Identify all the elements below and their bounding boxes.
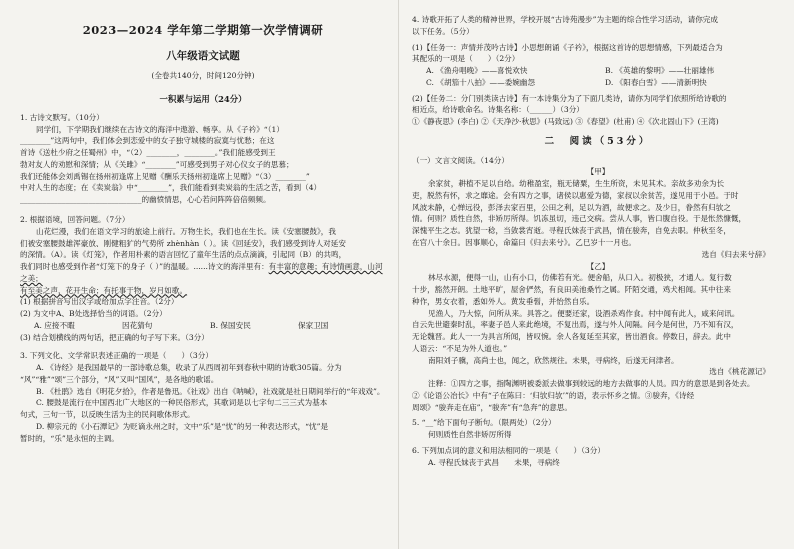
question-3-line: B. 《杜鹃》选自《明花夕拾》，作者是鲁迅。《社戏》出自《呐喊》，社戏就是社日期间举行的“年戏戏”。	[36, 386, 385, 396]
notes-line: 周颂》“骏奔走在庙”，“骏奔”有“急奔”的意思。	[412, 402, 572, 412]
passage-yi-line: 无论魏晋。此人一一为具言所闻，皆叹惋。余人各复延至其家，皆出酒食。停数日，辞去。此中	[412, 332, 731, 342]
passage-jia-line: 在官八十余日。因事顺心，命篇曰《归去来兮》。乙巳岁十一月也。	[412, 237, 637, 247]
exam-subtitle: 八年级语文试题	[166, 49, 240, 62]
passage-yi-line: 人语云：“不足为外人道也。”	[412, 343, 508, 353]
task-2-line: ①《静夜思》(李白) ②《天净沙·秋思》(马致远) ③《春望》(杜甫) ④《次北固山下》(王湾)	[412, 117, 719, 127]
question-3-line: A. 《诗经》是我国最早的一部诗歌总集，收录了从西周初年到春秋中期的诗歌305篇。分为	[36, 363, 342, 373]
question-3-line: D. 柳宗元的《小石潭记》为贬谪永州之时，文中“乐”是“忧”的另一种表达形式，“忧”是	[36, 422, 329, 431]
passage-jia-line: 情。何则？质性自然，非矫厉所得。饥冻虽切，违己交病。尝从人事，皆口腹自役。于是怅然慷慨，	[412, 214, 747, 224]
underlined-sentence: 有至美之声，花开生命；有托事于物，岁月如歌。	[20, 285, 188, 295]
right-column	[412, 0, 784, 549]
passage-yi-line: 种作，男女衣着，悉如外人。黄发垂髫，并怡然自乐。	[412, 296, 595, 306]
question-3-line: C. 腰鼓是流行在中国西北广大地区的一种民俗形式，其歌词是以七字句二三三式为基本	[36, 398, 328, 408]
task-2-line: (2)【任务二：分门别类读古诗】有一本诗集分为了下面几类诗，请你为同学们依照所给诗歌的	[412, 93, 727, 103]
notes-line: ②《论语公冶长》中有“子在陈曰：‘归欤归欤’”的语，表示怀乡之情。③骏奔，《诗经	[412, 390, 695, 400]
question-4-options-row	[412, 65, 784, 77]
option-a: A. 《渔舟唱晚》——喜悦欢快	[426, 66, 528, 76]
question-2-line: 们被安塞腰鼓雄浑豪放、刚健粗犷的气势所 zhènhàn（ ）。读《回延安》，我们感受到诗人对延安	[20, 238, 346, 248]
question-1-line: 首诗《送杜少府之任蜀州》中，“（2）________，________。”我们能感受到王	[20, 148, 276, 158]
passage-jia-line: 风波未静，心惮远役，彭泽去家百里，公田之利，足以为酒，故便求之。及少日，眷然有归欤之	[412, 202, 731, 212]
question-2-sub: (3) 结合划横线的两句话，把正确的句子写下来。（3分）	[20, 332, 209, 342]
question-2-line-text: 我们同时也感受到作者“灯笼下的身子（ ）”的温暖。......诗文的海洋里有：	[20, 262, 269, 272]
passage-yi-line: 林尽水源，便得一山，山有小口，仿佛若有光。便舍船，从口入。初极狭，才通人。复行数	[428, 273, 732, 283]
option-d: D. 《阳春白雪》——清新明快	[605, 77, 707, 87]
question-5-text: 何则质性自然非矫厉所得	[428, 430, 512, 440]
question-4-title: 4. 诗歌开拓了人类的精神世界，学校开展“古诗苑漫步”为主题的综合性学习活动，请你完成	[412, 15, 718, 24]
question-4-options-row	[412, 77, 784, 89]
question-2-line: 的深情。（A）。读《灯笼》，作者用朴素的语言回忆了童年生活的点点滴滴，引起同（B）的共鸣，	[20, 250, 347, 260]
reading-1-title: （一）文言文阅读。（14分）	[412, 155, 509, 165]
question-3-line: 句式，三句一节，以反映生活为主的民间歌体形式。	[20, 410, 195, 420]
option-a: A. 应接不暇	[34, 320, 75, 330]
question-3-line: 暂时的，“乐”是永恒的主调。	[20, 433, 119, 443]
option-c: C. 《胡笳十八拍》——委婉幽怨	[426, 77, 536, 87]
question-5-title: 5. “__”给下面句子断句。（限两处）（2分）	[412, 418, 556, 428]
task-1-line: (1)【任务一：声情并茂吟古诗】小思想朗诵《子衿》，根据这首诗的思想情感，下列最适合为	[412, 42, 723, 52]
passage-yi-line: 十步，豁然开朗。土地平旷，屋舍俨然，有良田美池桑竹之属。阡陌交通，鸡犬相闻。其中往来	[412, 285, 731, 295]
page-fold	[398, 0, 399, 549]
question-2-sub: (2) 为文中A、B处选择恰当的词语。（2分）	[20, 309, 167, 319]
passage-yi-line: 自云先世避秦时乱，率妻子邑人来此绝境，不复出焉，遂与外人间隔。问今是何世，乃不知有汉，	[412, 320, 739, 330]
question-2-sub: (1) 根据拼音写出汉字或给加点字注音。（2分）	[20, 297, 179, 307]
passage-yi-label: 【乙】	[586, 261, 610, 271]
option-b: B. 保国安民	[210, 320, 251, 330]
question-1-line: ________________________________的幽愤情思，心心若问阵阵倍倍频频。	[20, 195, 271, 205]
question-6-option-a: A. 寻程氏妹丧于武昌 未果，寻病终	[428, 457, 560, 467]
option-b2: 保家卫国	[298, 320, 329, 330]
option-b: B. 《英雄的黎明》——壮丽雄伟	[605, 66, 715, 76]
passage-yi-source: 选自《桃花源记》	[709, 367, 770, 377]
question-4-line: 以下任务。（5分）	[412, 26, 474, 36]
question-2-line: 山花烂漫，我们在语文学习的旅途上前行。万物生长，我们也在生长。读《安塞腰鼓》，我	[36, 226, 336, 236]
left-column	[20, 0, 386, 549]
question-3-line: “风”“雅”“颂”三个部分，“风”又叫“国风”，是各地的歌谣。	[20, 374, 219, 384]
question-6-title: 6. 下列加点词的意义和用法相同的一项是（ ）（3分）	[412, 445, 605, 455]
question-1-line: 同学们，下学期我们继续在古诗文的海洋中遨游、畅享。从《子衿》“（1）	[36, 124, 284, 134]
passage-jia-source: 选自《归去来兮辞》	[701, 249, 770, 259]
task-1-line: 其配乐的一项是（ ）（2分）	[412, 54, 520, 64]
exam-title: 2023—2024 学年第二学期第一次学情调研	[82, 23, 324, 37]
exam-note: (全卷共140分，时间120分钟)	[151, 71, 255, 81]
question-3-title: 3. 下列文化、文学常识表述正确的一项是（ ）（3分）	[20, 351, 213, 361]
passage-jia-line: 吏，脱然有怀，求之靡途。会有四方之事，诸侯以惠爱为德，家叔以余贫苦，遂见用于小邑。于时	[412, 190, 739, 200]
passage-jia-line: 深愧平生之志。犹望一稔，当敛裳宵逝。寻程氏妹丧于武昌，情在骏奔，自免去职。仲秋至冬，	[412, 226, 731, 236]
question-1-title: 1. 古诗文默写。（10分）	[20, 112, 104, 122]
task-2-line: 相近点，给诗歌命名。诗集名称：（______）（3分）	[412, 105, 584, 115]
question-1-line: ________”这两句中，我们体会到恋爱中的女子独守城楼的寂寞与忧愁；在这	[20, 136, 275, 146]
passage-yi-line: 见渔人，乃大惊，问所从来。具答之。便要还家，设酒杀鸡作食。村中闻有此人，咸来问讯。	[428, 308, 740, 318]
question-2-title: 2. 根据语境，回答问题。（7分）	[20, 214, 130, 224]
passage-jia-label: 【甲】	[586, 167, 610, 177]
passage-jia-line: 余家贫，耕植不足以自给。幼稚盈室，瓶无储粟，生生所资，未见其术。亲故多劝余为长	[428, 179, 725, 189]
question-2-options	[20, 320, 386, 332]
option-a2: 因花猜句	[122, 320, 153, 330]
section-title-2: 二 阅读（53分）	[544, 135, 652, 147]
question-1-line: 勃对友人的劝慰和深情；从《关雎》“________”可感受到男子对心仪女子的思慕；	[20, 159, 294, 169]
passage-yi-line: 南阳刘子骥，高尚士也，闻之，欣然规往。未果，寻病终，后遂无问津者。	[428, 355, 679, 365]
question-2-line	[20, 261, 386, 285]
question-1-line: 中对人生的态度；在《卖炭翁》中“________”，我们能看到卖炭翁的生活之苦，看到（4）	[20, 183, 322, 193]
underlined-sentence: 有丰富的意趣；有诗情画意，山河之美；	[20, 262, 383, 283]
question-1-line: 我们还能体会刘禹锡在扬州初逢席上见赠《酬乐天扬州初逢席上见赠》“（3）________”	[20, 171, 310, 181]
notes-line: 注释：①四方之事，指陶渊明被委派去做事到较远的地方去做事的人员。四方的意思是到各处去。	[428, 379, 755, 389]
section-title-1: 一积累与运用（24分）	[159, 93, 247, 104]
